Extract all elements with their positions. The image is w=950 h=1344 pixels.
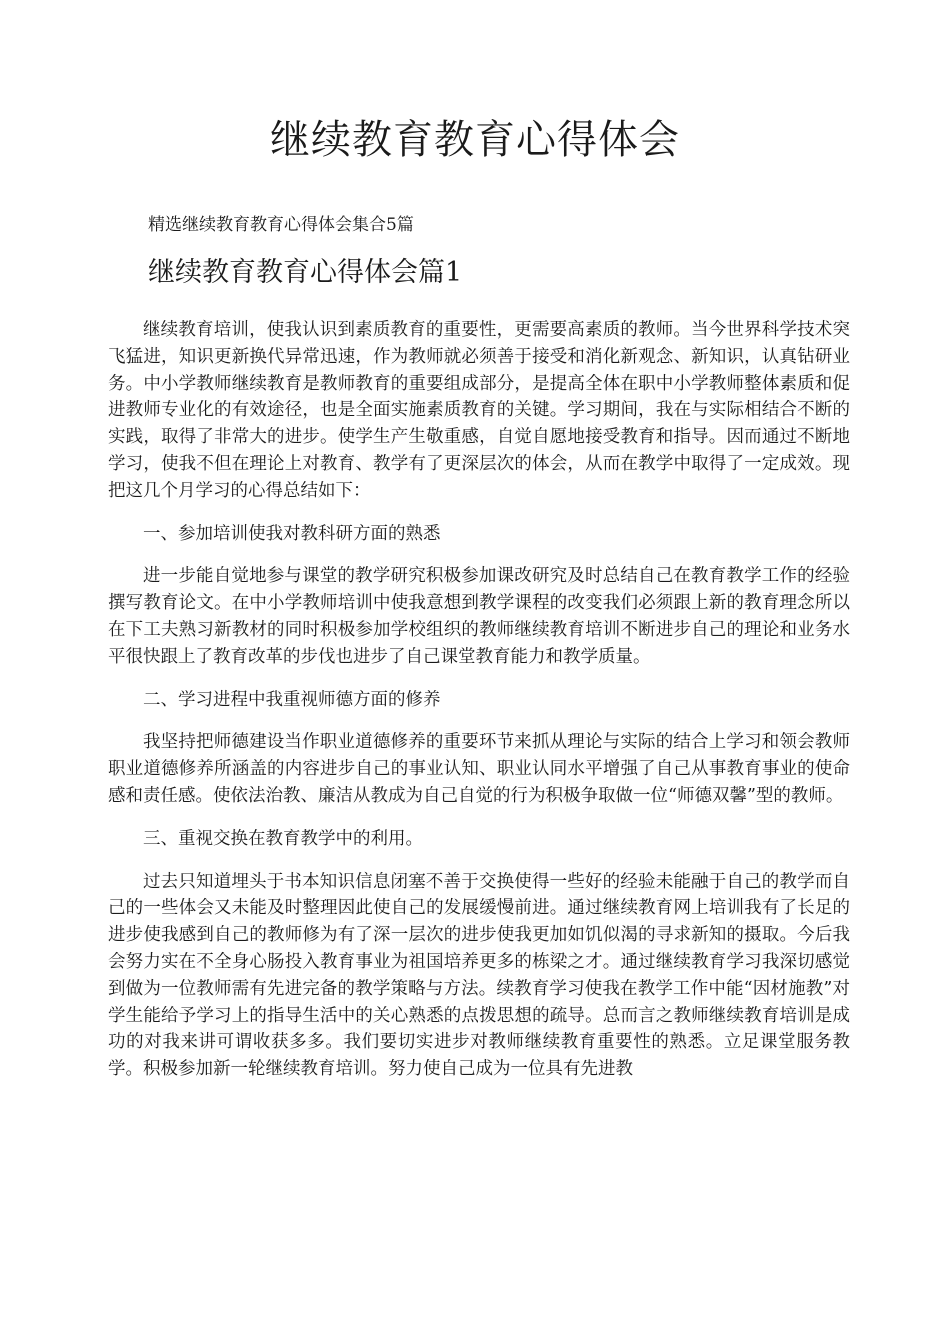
subsection-heading-1: 一、参加培训使我对教科研方面的熟悉 [143,523,441,544]
subsection-body-3: 过去只知道埋头于书本知识信息闭塞不善于交换使得一些好的经验未能融于自己的教学而自己的一些体会又未能及时整理因此使自己的发展缓慢前进。通过继续教育网上培训我有了长足的进步使我感到自己的教师修为有了深一层次的进步使我更加如饥似渴的寻求新知的摄取。今后我会努力实在不全身心肠投入教育事业为祖国培养更多的栋梁之才。通过继续教育学习我深切感觉到做为一位教师需有先进完备的教学策略与方法。续教育学习使我在教学工作中能“因材施教”对学生能给予学习上的指导生活中的关心熟悉的点拨思想的疏导。总而言之教师继续教育培训是成功的对我来讲可谓收获多多。我们要切实进步对教师继续教育重要性的熟悉。立足课堂服务教学。积极参加新一轮继续教育培训。努力使自己成为一位具有先进教 [108,871,850,1080]
subsection-body-2: 我坚持把师德建设当作职业道德修养的重要环节来抓从理论与实际的结合上学习和领会教师职业道德修养所涵盖的内容进步自己的事业认知、职业认同水平增强了自己从事教育事业的使命感和责任感。使依法治教、廉洁从教成为自己自觉的行为积极争取做一位“师德双馨”型的教师。 [108,732,850,806]
subsection-heading-3: 三、重视交换在教育教学中的利用。 [143,828,423,849]
section-heading: 继续教育教育心得体会篇1 [148,257,463,288]
page-title: 继续教育教育心得体会 [270,117,680,163]
subsection-heading-2: 二、学习进程中我重视师德方面的修养 [143,689,441,710]
intro-paragraph: 继续教育培训，使我认识到素质教育的重要性，更需要高素质的教师。当今世界科学技术突飞猛进，知识更新换代异常迅速，作为教师就必须善于接受和消化新观念、新知识，认真钻研业务。中小学教师继续教育是教师教育的重要组成部分，是提高全体在职中小学教师整体素质和促进教师专业化的有效途径，也是全面实施素质教育的关键。学习期间，我在与实际相结合不断的实践，取得了非常大的进步。使学生产生敬重感，自觉自愿地接受教育和指导。因而通过不断地学习，使我不但在理论上对教育、教学有了更深层次的体会，从而在教学中取得了一定成效。现把这几个月学习的心得总结如下： [108,320,850,501]
document-subtitle: 精选继续教育教育心得体会集合5篇 [148,215,414,235]
article-body [108,317,850,1083]
subsection-body-1: 进一步能自觉地参与课堂的教学研究积极参加课改研究及时总结自己在教育教学工作的经验撰写教育论文。在中小学教师培训中使我意想到教学课程的改变我们必须跟上新的教育理念所以在下工夫熟习新教材的同时积极参加学校组织的教师继续教育培训不断进步自己的理论和业务水平很快跟上了教育改革的步伐也进步了自己课堂教育能力和教学质量。 [108,566,850,667]
